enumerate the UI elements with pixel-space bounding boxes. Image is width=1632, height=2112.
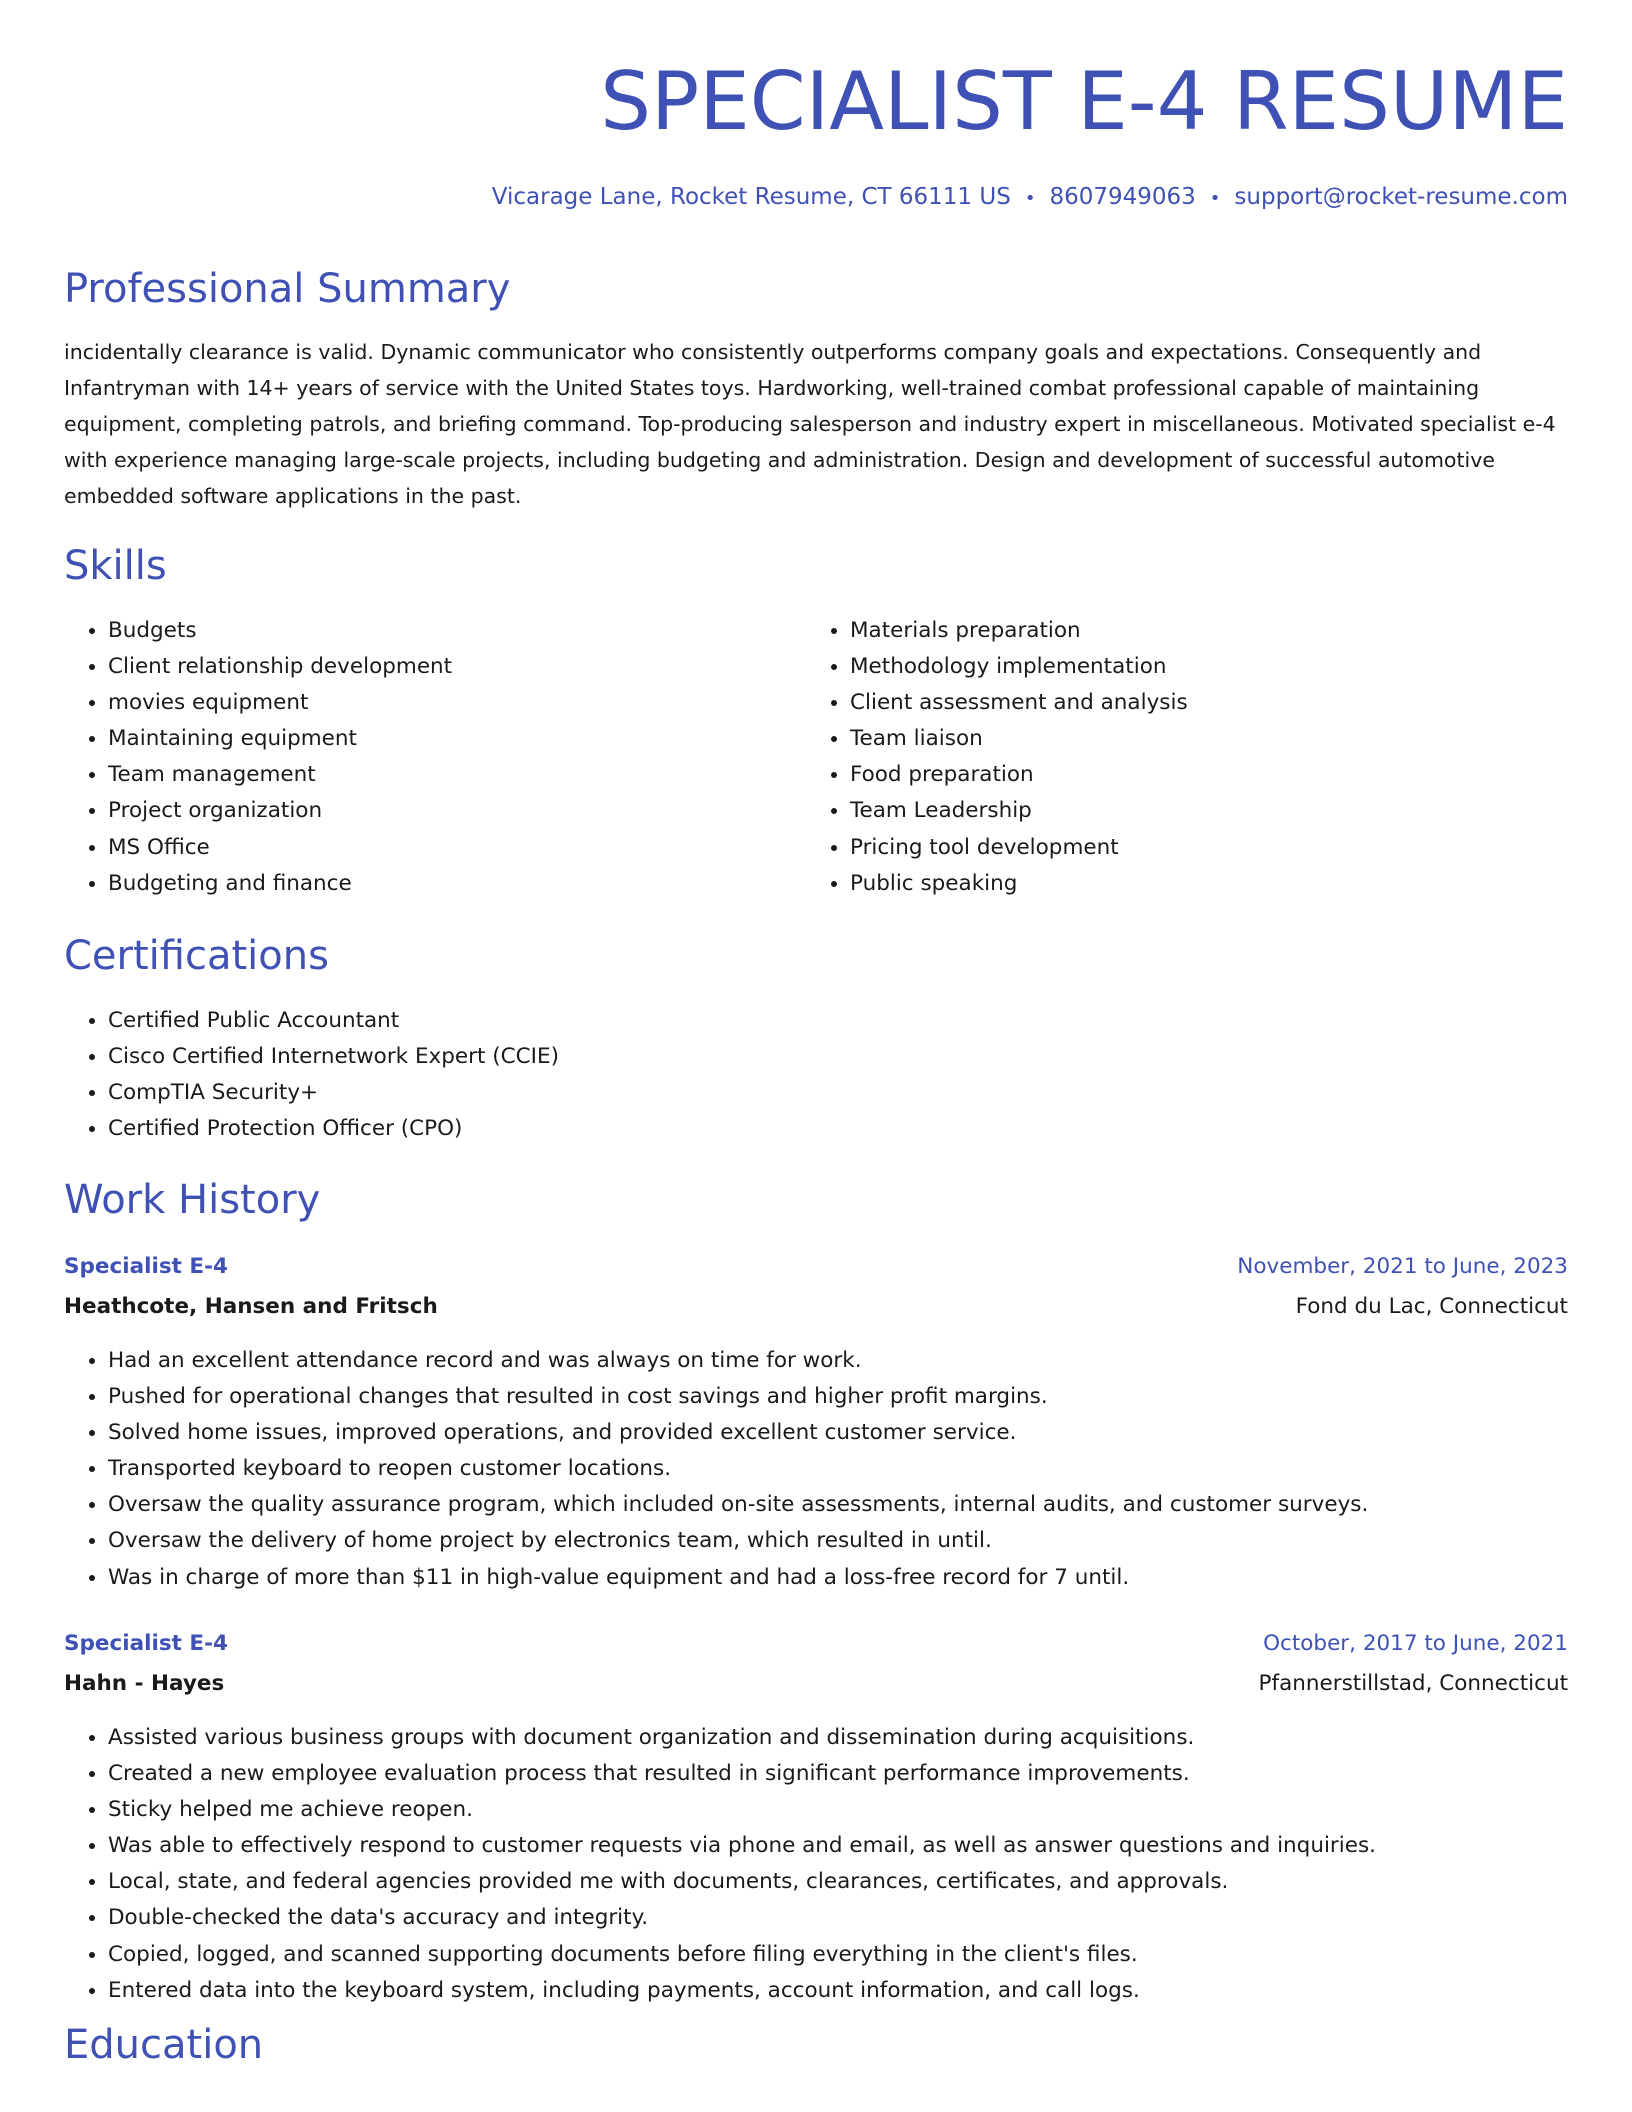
job-company: Hahn - Hayes bbox=[64, 1671, 225, 1696]
summary-text: incidentally clearance is valid. Dynamic communicator who consistently outperforms company goals and expectations. Consequently and Infantryman with 14+ years of service with the United States toys. Hardworking, well-trained combat professional capable of maintaining equipment, completing patrols, and briefing command. Top-producing salesperson and industry expert in miscellaneous. Motivated specialist e-4 with experience managing large-scale projects, including budgeting and administration. Design and development of successful automotive embedded software applications in the past. bbox=[64, 340, 1556, 508]
job-bullet: • Copied, logged, and scanned supporting documents before filing everything in the client's files. bbox=[108, 1937, 1376, 1973]
skill-item: • Client assessment and analysis bbox=[850, 685, 1550, 721]
education-heading: Education bbox=[64, 2022, 264, 2068]
job-bullet: • Had an excellent attendance record and was always on time for work. bbox=[108, 1343, 1368, 1379]
skills-list-right bbox=[806, 613, 1550, 902]
contact-separator: • bbox=[1209, 188, 1221, 209]
certification-item: • Cisco Certified Internetwork Expert (CCIE) bbox=[108, 1039, 559, 1075]
certifications-list bbox=[64, 1003, 559, 1147]
certification-item: • Certified Protection Officer (CPO) bbox=[108, 1111, 559, 1147]
work-history-heading: Work History bbox=[64, 1177, 321, 1223]
job-bullet: • Sticky helped me achieve reopen. bbox=[108, 1792, 1376, 1828]
contact-phone: 8607949063 bbox=[1049, 184, 1196, 210]
certification-item: • Certified Public Accountant bbox=[108, 1003, 559, 1039]
contact-address: Vicarage Lane, Rocket Resume, CT 66111 US bbox=[491, 184, 1011, 210]
skill-item: • Materials preparation bbox=[850, 613, 1550, 649]
job-bullet: • Was able to effectively respond to customer requests via phone and email, as well as answer questions and inquiries. bbox=[108, 1828, 1376, 1864]
contact-separator: • bbox=[1024, 188, 1036, 209]
certification-item: • CompTIA Security+ bbox=[108, 1075, 559, 1111]
skill-item: • Budgeting and finance bbox=[108, 866, 788, 902]
skills-heading: Skills bbox=[64, 543, 167, 589]
job-title: Specialist E-4 bbox=[64, 1254, 228, 1279]
job-bullets bbox=[64, 1720, 1376, 2009]
job-bullets bbox=[64, 1343, 1368, 1596]
skill-item: • Public speaking bbox=[850, 866, 1550, 902]
job-bullet: • Assisted various business groups with document organization and dissemination during acquisitions. bbox=[108, 1720, 1376, 1756]
contact-email[interactable]: support@rocket-resume.com bbox=[1234, 184, 1568, 210]
job-company: Heathcote, Hansen and Fritsch bbox=[64, 1294, 438, 1319]
job-bullet: • Double-checked the data's accuracy and integrity. bbox=[108, 1900, 1376, 1936]
job-bullet: • Pushed for operational changes that resulted in cost savings and higher profit margins. bbox=[108, 1379, 1368, 1415]
skill-item: • Team management bbox=[108, 757, 788, 793]
job-title: Specialist E-4 bbox=[64, 1631, 228, 1656]
skill-item: • Maintaining equipment bbox=[108, 721, 788, 757]
skill-item: • Budgets bbox=[108, 613, 788, 649]
job-bullet: • Oversaw the quality assurance program, which included on-site assessments, internal audits, and customer surveys. bbox=[108, 1487, 1368, 1523]
skill-item: • Project organization bbox=[108, 793, 788, 829]
job-bullet: • Entered data into the keyboard system, including payments, account information, and call logs. bbox=[108, 1973, 1376, 2009]
skill-item: • Methodology implementation bbox=[850, 649, 1550, 685]
skill-item: • Team Leadership bbox=[850, 793, 1550, 829]
job-bullet: • Local, state, and federal agencies provided me with documents, clearances, certificates, and approvals. bbox=[108, 1864, 1376, 1900]
skill-item: • MS Office bbox=[108, 830, 788, 866]
certifications-heading: Certifications bbox=[64, 933, 329, 979]
job-bullet: • Created a new employee evaluation process that resulted in significant performance improvements. bbox=[108, 1756, 1376, 1792]
contact-line bbox=[492, 180, 1568, 216]
job-dates: October, 2017 to June, 2021 bbox=[1263, 1631, 1568, 1656]
skill-item: • movies equipment bbox=[108, 685, 788, 721]
job-bullet: • Oversaw the delivery of home project by electronics team, which resulted in until. bbox=[108, 1523, 1368, 1559]
job-bullet: • Solved home issues, improved operations, and provided excellent customer service. bbox=[108, 1415, 1368, 1451]
job-location: Pfannerstillstad, Connecticut bbox=[1258, 1671, 1568, 1696]
skill-item: • Client relationship development bbox=[108, 649, 788, 685]
resume-title: SPECIALIST E-4 RESUME bbox=[600, 55, 1568, 148]
job-bullet: • Transported keyboard to reopen customer locations. bbox=[108, 1451, 1368, 1487]
skill-item: • Food preparation bbox=[850, 757, 1550, 793]
skill-item: • Pricing tool development bbox=[850, 830, 1550, 866]
skills-list-left bbox=[64, 613, 788, 902]
job-dates: November, 2021 to June, 2023 bbox=[1237, 1254, 1568, 1279]
job-location: Fond du Lac, Connecticut bbox=[1295, 1294, 1568, 1319]
summary-heading: Professional Summary bbox=[64, 266, 511, 312]
job-bullet: • Was in charge of more than $11 in high-value equipment and had a loss-free record for 7 until. bbox=[108, 1560, 1368, 1596]
skill-item: • Team liaison bbox=[850, 721, 1550, 757]
